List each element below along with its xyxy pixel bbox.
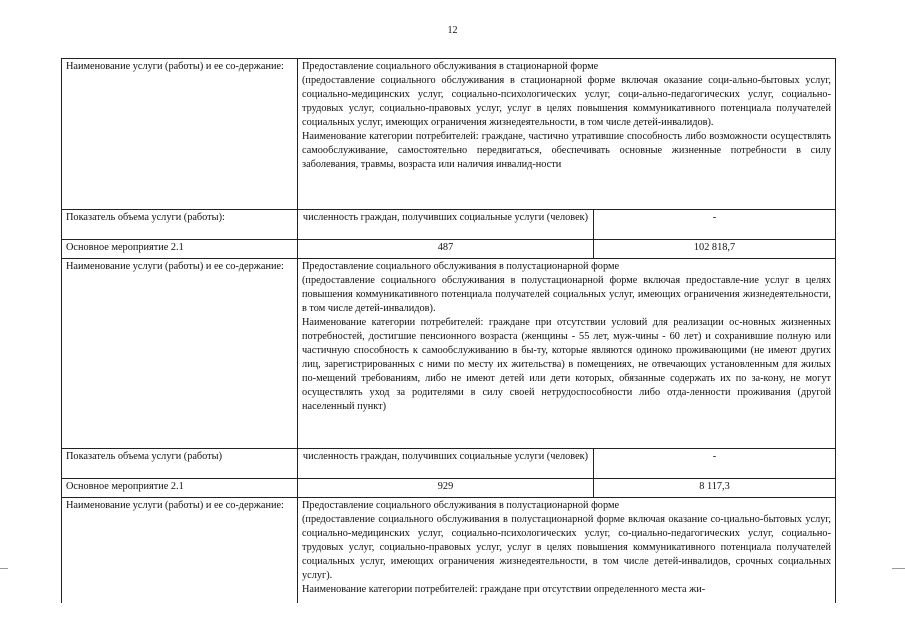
service-title-1: Предоставление социального обслуживания в стационарной форме	[302, 61, 599, 72]
event-count: 487	[298, 240, 594, 259]
service-category-1: Наименование категории потребителей: граждане, частично утратившие способность либо возможности осуществлять самообслуживание, самостоятельно передвигаться, обеспечивать основные жизненные потребности в силу заболевания, травмы, возраста или наличия инвалид-ности	[302, 131, 831, 170]
service-row-1	[62, 59, 836, 210]
event-label: Основное мероприятие 2.1	[62, 479, 298, 498]
event-amount: 8 117,3	[594, 479, 836, 498]
service-body-3: (предоставление социального обслуживания в полустационарной форме включая оказание со-циально-бытовых услуг, социально-медицинских услуг, социально-психологических услуг, со-циально-педагогических услуг, социально-трудовых услуг, социально-правовых услуг, услуг в целях повышения коммуникативного потенциала получателей социальных услуг, имеющих ограничения жизнедеятельности, в том числе детей-инвалидов, срочных социальных услуг).	[302, 514, 831, 581]
service-body-2: (предоставление социального обслуживания в полустационарной форме включая предоставле-ние услуг в целях повышения коммуникативного потенциала получателей социальных услуг, имеющих ограничения жизнедеятельности, в том числе детей-инвалидов).	[302, 275, 831, 314]
scan-edge-left	[0, 568, 8, 569]
indicator-value: -	[594, 210, 836, 240]
event-row-1	[62, 240, 836, 259]
indicator-value: -	[594, 449, 836, 479]
service-description-2	[298, 259, 836, 449]
indicator-text: численность граждан, получивших социальные услуги (человек)	[298, 210, 594, 240]
service-label: Наименование услуги (работы) и ее со-держание:	[62, 498, 298, 603]
event-row-2	[62, 479, 836, 498]
service-label: Наименование услуги (работы) и ее со-держание:	[62, 59, 298, 210]
service-label: Наименование услуги (работы) и ее со-держание:	[62, 259, 298, 449]
service-title-3: Предоставление социального обслуживания в полустационарной форме	[302, 500, 620, 511]
indicator-text: численность граждан, получивших социальные услуги (человек)	[298, 449, 594, 479]
service-description-1	[298, 59, 836, 210]
scan-edge-right	[892, 568, 905, 569]
service-category-3: Наименование категории потребителей: граждане при отсутствии определенного места жи-	[302, 584, 706, 595]
indicator-label: Показатель объема услуги (работы):	[62, 210, 298, 240]
service-body-1: (предоставление социального обслуживания в стационарной форме включая оказание соци-ально-бытовых услуг, социально-медицинских услуг, социально-психологических услуг, соци-ально-педагогических услуг, социально-трудовых услуг, социально-правовых услуг, услуг в целях повышения коммуникативного потенциала получателей социальных услуг, имеющих ограничения жизнедеятельности, в том числе детей-инвалидов).	[302, 75, 831, 128]
page-number: 12	[447, 25, 458, 36]
service-row-2	[62, 259, 836, 449]
service-description-3	[298, 498, 836, 603]
service-title-2: Предоставление социального обслуживания в полустационарной форме	[302, 261, 620, 272]
event-amount: 102 818,7	[594, 240, 836, 259]
event-count: 929	[298, 479, 594, 498]
indicator-row-2	[62, 449, 836, 479]
services-table	[61, 58, 836, 603]
indicator-label: Показатель объема услуги (работы)	[62, 449, 298, 479]
service-row-3	[62, 498, 836, 603]
event-label: Основное мероприятие 2.1	[62, 240, 298, 259]
service-category-2: Наименование категории потребителей: граждане при отсутствии условий для реализации ос-новных жизненных потребностей, достигшие пенсионного возраста (женщины - 55 лет, муж-чины - 60 лет) и сохранившие полную или частичную способность к самообслуживанию в бы-ту, которые являются одиноко проживающими (не имеют других лиц, зарегистрированных с ними по месту их жительства) в помещениях, не отвечающих установленным для жилых по-мещений требованиям, либо не имеют детей или дети которых, обязанные содержать их по за-кону, не могут осуществлять уход за родителями в силу своей нетрудоспособности либо отда-ленности проживания (другой населенный пункт)	[302, 317, 831, 412]
indicator-row-1	[62, 210, 836, 240]
